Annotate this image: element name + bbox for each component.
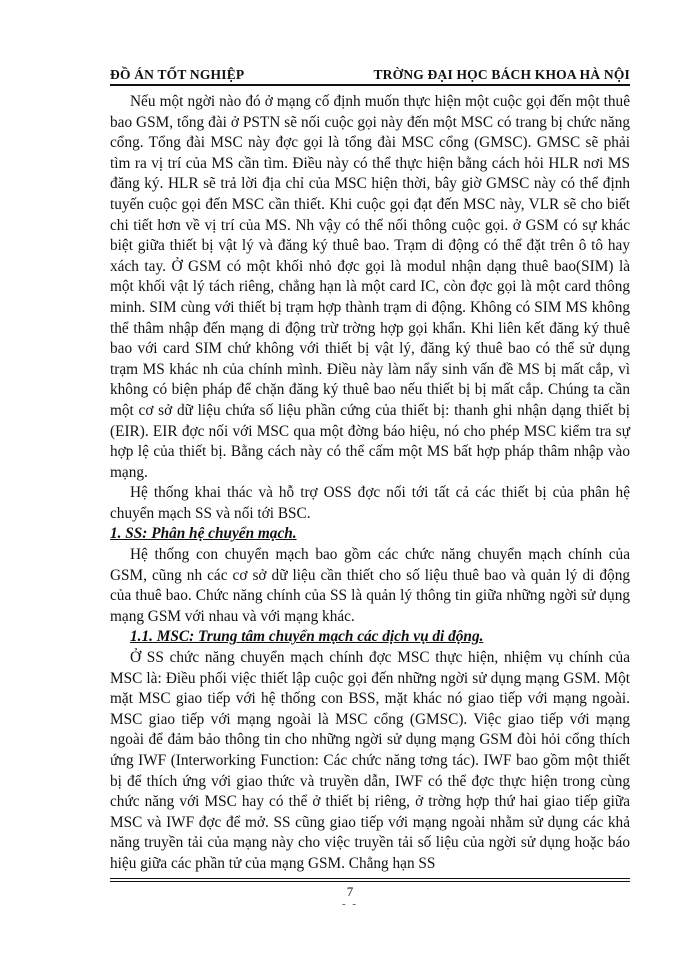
footer-divider-double	[110, 881, 630, 882]
section-heading-ss: 1. SS: Phân hệ chuyển mạch.	[110, 525, 297, 543]
header-divider	[110, 84, 630, 86]
header-left-title: ĐỒ ÁN TỐT NGHIỆP	[110, 67, 245, 82]
paragraph-ss: Hệ thống con chuyển mạch bao gồm các chức năng chuyển mạch chính của GSM, cũng nh các cơ sở dữ liệu cần thiết cho số liệu thuê bao và quản lý di động của thuê bao. Chức năng chính của SS là quản lý thông tin giữa những ngời sử dụng mạng GSM với nhau và với mạng khác.	[110, 546, 630, 625]
paragraph-gmsc: Nếu một ngời nào đó ở mạng cố định muốn thực hiện một cuộc gọi đến một thuê bao GSM, tổng đài ở PSTN sẽ nối cuộc gọi này đến một MSC có trang bị chức năng cổng. Tổng đài MSC này đợc gọi là tổng đài MSC cổng (GMSC). GMSC sẽ phải tìm ra vị trí của MS cần tìm. Điều này có thể thực hiện bằng cách hỏi HLR nơi MS đăng ký. HLR sẽ trả lời địa chỉ của MSC hiện thời, bây giờ GMSC này có thể định tuyến cuộc gọi đến MSC cần thiết. Khi cuộc gọi đạt đến MSC này, VLR sẽ cho biết chi tiết hơn về vị trí của MS. Nh vậy có thể nối thông cuộc gọi. ở GSM có sự khác biệt giữa thiết bị vật lý và đăng ký thuê bao. Trạm di động có thể đặt trên ô tô hay xách tay. Ở GSM có một khối nhỏ đợc gọi là modul nhận dạng thuê bao(SIM) là một khối vật lý tách riêng, chẳng hạn là một card IC, còn đợc gọi là một card thông minh. SIM cùng với thiết bị trạm hợp thành trạm di động. Không có SIM MS không thể thâm nhập đến mạng di động trừ trờng hợp gọi khẩn. Khi liên kết đăng ký thuê bao với card SIM chứ không với thiết bị vật lý, đăng ký thuê bao có thể sử dụng trạm MS khác nh của chính mình. Điều này làm nẩy sinh vấn đề MS bị mất cắp, vì không có biện pháp để chặn đăng ký thuê bao nếu thiết bị bị mất cắp. Chúng ta cần một cơ sở dữ liệu chứa số liệu phần cứng của thiết bị: thanh ghi nhận dạng thiết bị (EIR). EIR đợc nối với MSC qua một đờng báo hiệu, nó cho phép MSC kiểm tra sự hợp lệ của thiết bị. Bằng cách này có thể cấm một MS bất hợp pháp thâm nhập vào mạng.	[110, 93, 630, 481]
subsection-heading-msc: 1.1. MSC: Trung tâm chuyển mạch các dịch vụ di động.	[130, 628, 484, 646]
footer-divider	[110, 878, 630, 879]
paragraph-msc: Ở SS chức năng chuyển mạch chính đợc MSC thực hiện, nhiệm vụ chính của MSC là: Điều phối việc thiết lập cuộc gọi đến những ngời sử dụng mạng GSM. Một mặt MSC giao tiếp với hệ thống con BSS, mặt khác nó giao tiếp với mạng ngoài. MSC giao tiếp với mạng ngoài là MSC cổng (GMSC). Việc giao tiếp với mạng ngoài để đảm bảo thông tin cho những ngời sử dụng mạng GSM đòi hỏi cổng thích ứng IWF (Interworking Function: Các chức năng tơng tác). IWF bao gồm một thiết bị để thích ứng với giao thức và truyền dẫn, IWF có thể đợc thực hiện trong cùng chức năng với MSC hay có thể ở thiết bị riêng, ở trờng hợp thứ hai giao tiếp giữa MSC và IWF đợc để mở. SS cũng giao tiếp với mạng ngoài nhằm sử dụng các khả năng truyền tải của mạng này cho việc truyền tải số liệu của ngời sử dụng hoặc báo hiệu giữa các phần tử của mạng GSM. Chẳng hạn SS	[110, 649, 630, 872]
header-right-title: TRỜNG ĐẠI HỌC BÁCH KHOA HÀ NỘI	[373, 67, 630, 82]
document-body	[110, 92, 630, 875]
paragraph-oss: Hệ thống khai thác và hỗ trợ OSS đợc nối tới tất cả các thiết bị của phân hệ chuyển mạch SS và nối tới BSC.	[110, 484, 630, 522]
footer-dots: - -	[341, 898, 359, 910]
page-number: 7	[346, 884, 354, 899]
